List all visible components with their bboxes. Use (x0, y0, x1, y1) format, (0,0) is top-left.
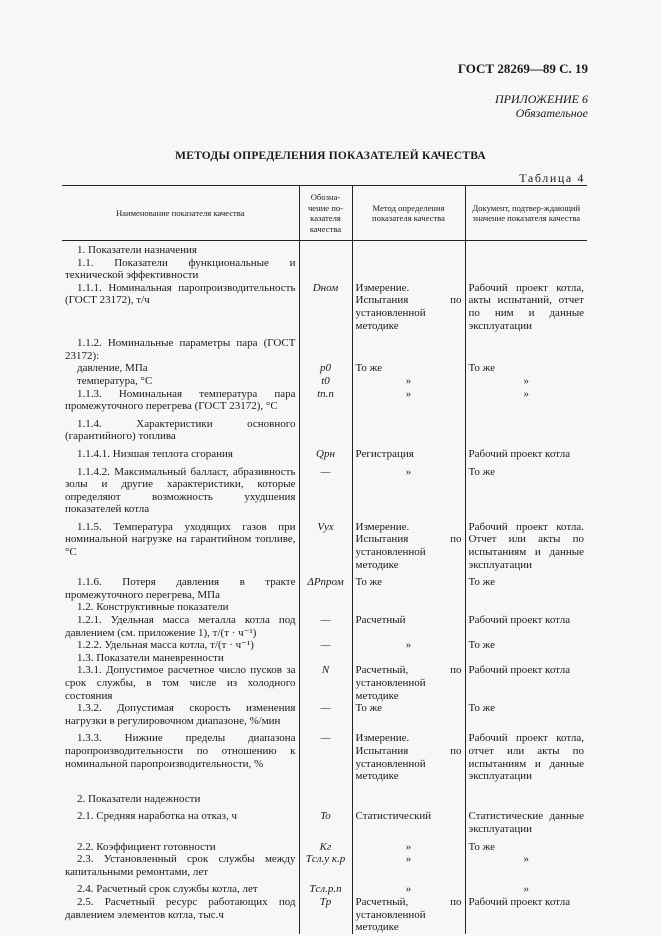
cell-document: Рабочий проект котла (465, 614, 587, 639)
cell-indicator-symbol: To (299, 805, 352, 835)
table-row (62, 896, 587, 934)
cell-method (352, 783, 465, 806)
page-header: ГОСТ 28269—89 С. 19 (457, 61, 588, 76)
cell-method: То же (352, 571, 465, 601)
table-row (62, 805, 587, 835)
cell-indicator-name: 1.1.4.2. Максимальный балласт, абразивность золы и другие характеристики, которые определяют возможность ухудшения показателей котла (65, 465, 296, 516)
table-label: Таблица 4 (519, 171, 585, 185)
cell-method: » (352, 639, 465, 652)
cell-method: То же (352, 702, 465, 727)
cell-indicator-name: 2.4. Расчетный срок службы котла, лет (77, 883, 258, 896)
cell-document: Статистические данные эксплуатации (465, 805, 587, 835)
cell-indicator-name: 2.1. Средняя наработка на отказ, ч (77, 810, 238, 823)
cell-indicator-name: 1.1.4. Характеристики основного (гарантийного) топлива (65, 417, 296, 443)
table-row (62, 257, 587, 282)
cell-document: Рабочий проект котла (465, 443, 587, 461)
cell-document (465, 241, 587, 257)
cell-indicator-name: 1.1.5. Температура уходящих газов при номинальной нагрузке на гарантийном топливе, °С (65, 520, 296, 559)
cell-indicator-symbol: Vух (299, 516, 352, 571)
table-row (62, 571, 587, 601)
cell-method: » (352, 836, 465, 854)
cell-indicator-symbol: Dном (299, 282, 352, 332)
cell-method (352, 601, 465, 614)
cell-indicator-name: давление, МПа (77, 362, 148, 375)
column-header-document: Документ, подтвер-ждающий значение показателя качества (465, 186, 587, 241)
cell-indicator-name: 1.1.6. Потеря давления в тракте промежуточного перегрева, МПа (65, 576, 296, 601)
table-header-row (62, 186, 587, 241)
cell-document: » (465, 388, 587, 413)
cell-document: » (465, 853, 587, 878)
cell-indicator-name: 1.2. Конструктивные показатели (77, 601, 229, 614)
table-row (62, 461, 587, 516)
appendix-block (495, 92, 588, 120)
cell-indicator-symbol: t0 (299, 375, 352, 388)
table-row (62, 241, 587, 257)
cell-method: Расчетный, по установленной методике (352, 664, 465, 702)
cell-indicator-symbol: N (299, 664, 352, 702)
cell-document: Рабочий проект котла (465, 664, 587, 702)
table-row (62, 639, 587, 652)
cell-indicator-symbol: Qрн (299, 443, 352, 461)
cell-document: То же (465, 639, 587, 652)
cell-indicator-name: 2.3. Установленный срок службы между капитальными ремонтами, лет (65, 853, 296, 878)
table-row (62, 652, 587, 665)
cell-method: » (352, 388, 465, 413)
cell-document: Рабочий проект котла (465, 896, 587, 934)
document-title: МЕТОДЫ ОПРЕДЕЛЕНИЯ ПОКАЗАТЕЛЕЙ КАЧЕСТВА (175, 150, 486, 162)
column-header-method: Метод определения показателя качества (352, 186, 465, 241)
cell-document (465, 413, 587, 443)
cell-indicator-symbol: — (299, 727, 352, 782)
cell-method (352, 413, 465, 443)
table-row (62, 783, 587, 806)
cell-indicator-name: 2.5. Расчетный ресурс работающих под давлением элементов котла, тыс.ч (65, 895, 296, 921)
cell-method (352, 652, 465, 665)
cell-indicator-name: 1.3.2. Допустимая скорость изменения нагрузки в регулировочном диапазоне, %/мин (65, 702, 296, 727)
cell-indicator-symbol (299, 652, 352, 665)
cell-indicator-name: 1.1. Показатели функциональные и технической эффективности (65, 256, 296, 282)
cell-document: » (465, 878, 587, 896)
cell-indicator-symbol: Tсл.у к.р (299, 853, 352, 878)
cell-indicator-name: температура, °С (77, 374, 153, 387)
cell-indicator-symbol: ΔPпром (299, 571, 352, 601)
cell-indicator-symbol: — (299, 461, 352, 516)
table-row (62, 853, 587, 878)
table-row (62, 601, 587, 614)
cell-method: Измерение. Испытания по установленной методике (352, 727, 465, 782)
cell-document: Рабочий проект котла. Отчет или акты по испытаниям и данные эксплуатации (465, 516, 587, 571)
cell-method: То же (352, 362, 465, 375)
cell-indicator-name: 1.1.4.1. Низшая теплота сгорания (77, 447, 233, 460)
cell-indicator-symbol (299, 783, 352, 806)
cell-indicator-name: 1.3.3. Нижние пределы диапазона паропроизводительности по отношению к номинальной паропроизводительности, % (65, 732, 296, 770)
table-row (62, 375, 587, 388)
appendix-status: Обязательное (515, 106, 588, 120)
cell-method (352, 332, 465, 362)
cell-method: Регистрация (352, 443, 465, 461)
cell-indicator-symbol: Tр (299, 896, 352, 934)
cell-document: То же (465, 461, 587, 516)
cell-indicator-symbol: — (299, 702, 352, 727)
table-row (62, 282, 587, 332)
cell-indicator-name: 2. Показатели надежности (77, 792, 201, 805)
table-row (62, 362, 587, 375)
table-row (62, 443, 587, 461)
cell-indicator-name: 1.1.3. Номинальная температура пара промежуточного перегрева (ГОСТ 23172), °С (65, 387, 296, 413)
cell-method (352, 257, 465, 282)
cell-indicator-symbol (299, 257, 352, 282)
table-row (62, 516, 587, 571)
table-row (62, 413, 587, 443)
cell-indicator-name: 1. Показатели назначения (77, 244, 197, 256)
cell-indicator-symbol (299, 601, 352, 614)
cell-document: То же (465, 836, 587, 854)
cell-indicator-name: 1.1.2. Номинальные параметры пара (ГОСТ 23172): (65, 337, 296, 362)
table-row (62, 664, 587, 702)
cell-document: То же (465, 362, 587, 375)
cell-indicator-symbol (299, 332, 352, 362)
cell-indicator-symbol: tп.п (299, 388, 352, 413)
appendix-label: ПРИЛОЖЕНИЕ 6 (495, 92, 588, 106)
cell-indicator-name: 2.2. Коэффициент готовности (77, 840, 216, 853)
cell-indicator-name: 1.1.1. Номинальная паропроизводительность (ГОСТ 23172), т/ч (65, 281, 296, 307)
cell-indicator-name: 1.2.1. Удельная масса металла котла под давлением (см. приложение 1), т/(т · ч⁻¹) (65, 614, 296, 639)
cell-document: Рабочий проект котла, акты испытаний, отчет по ним и данные эксплуатации (465, 282, 587, 332)
cell-method: » (352, 853, 465, 878)
cell-method: Измерение. Испытания по установленной методике (352, 516, 465, 571)
cell-indicator-symbol (299, 241, 352, 257)
cell-indicator-name: 1.3. Показатели маневренности (77, 651, 224, 664)
cell-indicator-symbol: — (299, 614, 352, 639)
cell-indicator-symbol (299, 413, 352, 443)
table-row (62, 614, 587, 639)
table-row (62, 836, 587, 854)
table-row (62, 388, 587, 413)
cell-document (465, 652, 587, 665)
cell-indicator-name: 1.3.1. Допустимое расчетное число пусков за срок службы, в том числе из холодного состояния (65, 664, 296, 702)
column-header-indicator: Наименование показателя качества (62, 186, 299, 241)
cell-method: » (352, 878, 465, 896)
column-header-symbol: Обозна-чение по-казателя качества (299, 186, 352, 241)
table-row (62, 702, 587, 727)
table-row (62, 332, 587, 362)
cell-document: То же (465, 702, 587, 727)
cell-document: То же (465, 571, 587, 601)
cell-method (352, 241, 465, 257)
cell-method: » (352, 375, 465, 388)
cell-document (465, 783, 587, 806)
cell-document: Рабочий проект котла, отчет или акты по испытаниям и данные эксплуатации (465, 727, 587, 782)
cell-method: Расчетный, по установленной методике (352, 896, 465, 934)
table-row (62, 878, 587, 896)
cell-document (465, 601, 587, 614)
cell-method: » (352, 461, 465, 516)
cell-indicator-symbol: Tсл.р.п (299, 878, 352, 896)
cell-document (465, 332, 587, 362)
cell-indicator-name: 1.2.2. Удельная масса котла, т/(т · ч⁻¹) (77, 639, 254, 652)
cell-method: Расчетный (352, 614, 465, 639)
cell-document: » (465, 375, 587, 388)
cell-document (465, 257, 587, 282)
cell-indicator-symbol: — (299, 639, 352, 652)
quality-indicators-table (62, 185, 587, 934)
cell-indicator-symbol: Kг (299, 836, 352, 854)
cell-indicator-symbol: p0 (299, 362, 352, 375)
cell-method: Измерение. Испытания по установленной методике (352, 282, 465, 332)
cell-method: Статистический (352, 805, 465, 835)
table-row (62, 727, 587, 782)
